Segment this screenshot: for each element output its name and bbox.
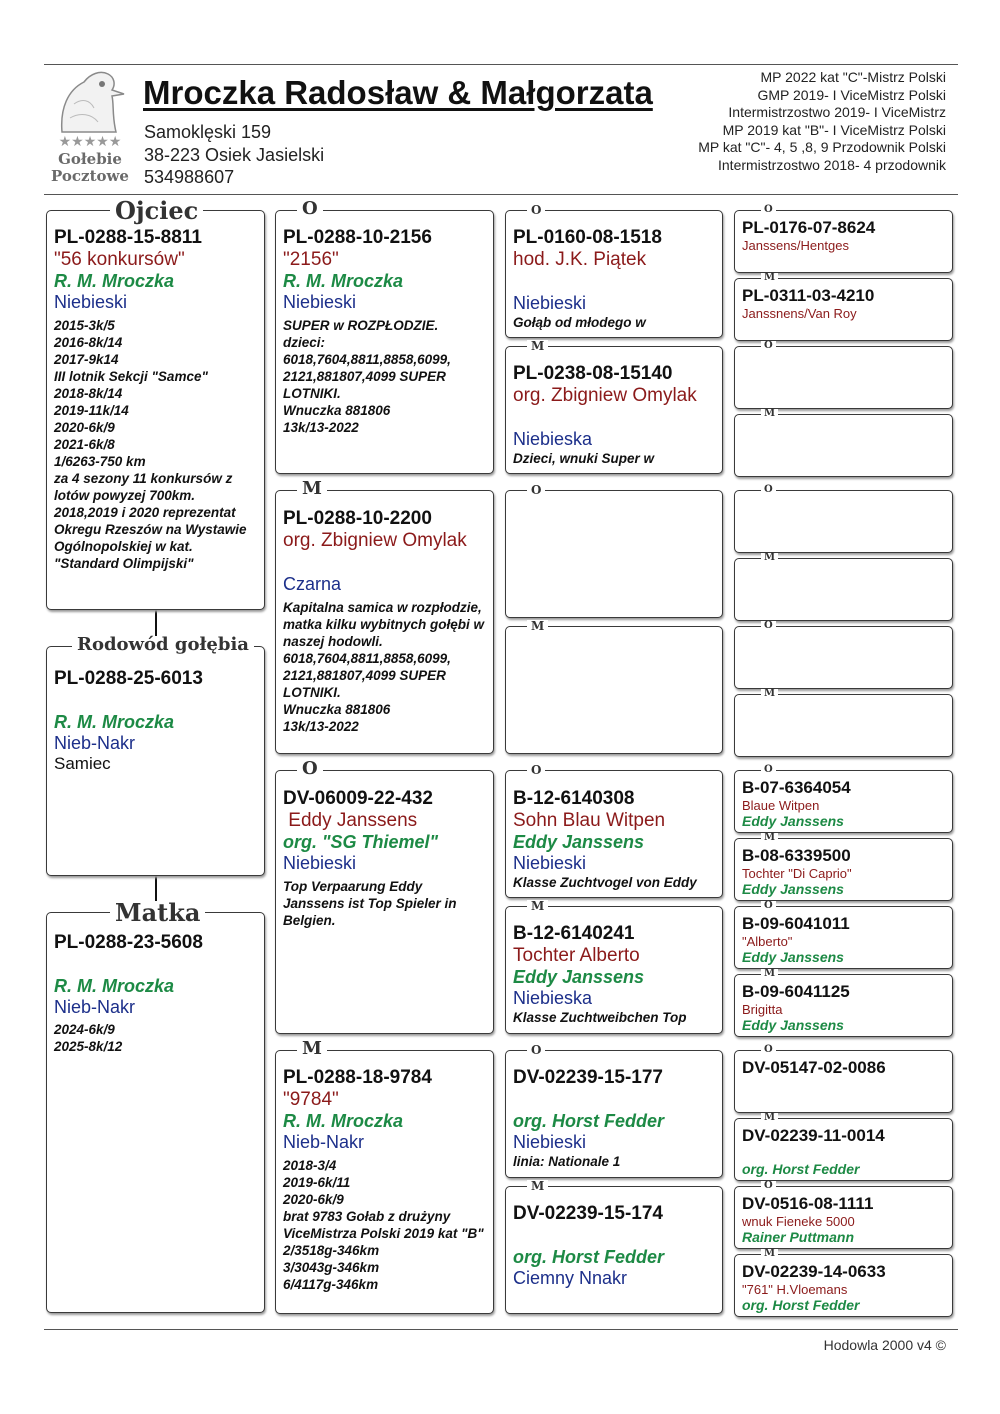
- ring-number: PL-0311-03-4210: [742, 286, 875, 305]
- g4-b1-box-empty[interactable]: [734, 346, 953, 409]
- address-street: Samoklęski 159: [144, 122, 272, 142]
- fmm-box-empty[interactable]: [505, 626, 723, 754]
- breeder: R. M. Mroczka: [54, 271, 175, 291]
- pigeon-name: Eddy Janssens: [283, 810, 418, 831]
- owner-name: Mroczka Radosław & Małgorzata: [143, 74, 653, 111]
- pigeon-color: Niebieska: [513, 988, 593, 1008]
- g4-e1-box[interactable]: [734, 770, 953, 833]
- breeder: Eddy Janssens: [742, 813, 844, 829]
- header-rule: [44, 194, 958, 195]
- g4-a2-box[interactable]: [734, 278, 953, 341]
- achievement-item: GMP 2019- I ViceMistrz Polski: [757, 86, 946, 103]
- ring-number: DV-05147-02-0086: [742, 1058, 886, 1077]
- mm-box[interactable]: [275, 1050, 494, 1314]
- sex-tab-o: O: [761, 341, 776, 351]
- pigeon-name: hod. J.K. Piątek: [513, 249, 647, 270]
- pigeon-color: Niebieski: [283, 292, 357, 312]
- sex-tab-m: M: [761, 273, 778, 283]
- g4-b2-box-empty[interactable]: [734, 414, 953, 477]
- ring-number: PL-0288-23-5608: [54, 932, 203, 953]
- g4-e3-box[interactable]: [734, 906, 953, 969]
- sex-tab-o: O: [761, 1181, 776, 1191]
- pigeon-name: Tochter Alberto: [513, 945, 640, 966]
- sex-tab-m: M: [761, 833, 778, 843]
- ring-number: DV-02239-14-0633: [742, 1262, 886, 1281]
- sex-tab-o: O: [527, 1044, 545, 1056]
- fm-box[interactable]: [275, 490, 494, 754]
- notes: 2015-3k/5 2016-8k/14 2017-9k14 III lotnik Sekcji "Samce" 2018-8k/14 2019-11k/14 2020-6k/9 2021-6k/8 1/6263-750 km za 4 sezony 11 konkursów z lotów powyzej 700km. 2018,2019 i 2020 reprezentat Okregu Rzeszów na Wystawie Ogólnopolskiej w kat. "Standard Olimpijski": [54, 318, 247, 571]
- phone: 534988607: [144, 167, 235, 187]
- notes: 2024-6k/9 2025-8k/12: [54, 1022, 123, 1054]
- mmm-box[interactable]: [505, 1186, 723, 1314]
- breeder: org. Horst Fedder: [742, 1161, 860, 1177]
- pigeon-name: wnuk Fieneke 5000: [742, 1214, 855, 1229]
- pigeon-color: Niebieski: [513, 853, 587, 873]
- g4-e4-box[interactable]: [734, 974, 953, 1037]
- breeder: Rainer Puttmann: [742, 1229, 855, 1245]
- mf-box[interactable]: [275, 770, 494, 1034]
- footer-credit: Hodowla 2000 v4 ©: [823, 1337, 946, 1353]
- pigeon-head-icon: [54, 68, 130, 134]
- pigeon-name: "761" H.Vloemans: [742, 1282, 848, 1297]
- pigeon-name: Brigitta: [742, 1002, 783, 1017]
- mother-tab: Matka: [110, 901, 205, 925]
- sex-tab-o: O: [761, 901, 776, 911]
- address-city: 38-223 Osiek Jasielski: [144, 145, 325, 165]
- sex-tab-o: O: [527, 484, 545, 496]
- ring-number: PL-0288-10-2200: [283, 508, 432, 529]
- breeder: Eddy Janssens: [742, 881, 844, 897]
- subject-box[interactable]: [46, 646, 265, 876]
- sex-tab-m: M: [527, 620, 548, 632]
- notes: SUPER w ROZPŁODZIE. dzieci: 6018,7604,8811,8858,6099, 2121,881807,4099 SUPER LOTNIKI. Wnuczka 881806 13k/13-2022: [283, 318, 451, 435]
- ring-number: DV-06009-22-432: [283, 788, 433, 809]
- breeder: Eddy Janssens: [742, 949, 844, 965]
- pigeon-name: "9784": [283, 1089, 339, 1110]
- mfm-box[interactable]: [505, 906, 723, 1034]
- sex-tab-o: O: [761, 1045, 776, 1055]
- g4-f4-box[interactable]: [734, 1254, 953, 1317]
- achievement-item: MP 2022 kat "C"-Mistrz Polski: [760, 69, 946, 85]
- notes: linia: Nationale 1: [513, 1154, 621, 1169]
- sex-tab-m: M: [761, 689, 778, 699]
- g4-f1-box[interactable]: [734, 1050, 953, 1113]
- breeder: R. M. Mroczka: [54, 976, 175, 996]
- pigeon-name: org. Zbigniew Omylak: [513, 385, 697, 406]
- ring-number: B-09-6041011: [742, 914, 850, 933]
- pigeon-name: Janssens/Hentges: [742, 238, 849, 253]
- sex-tab-m: M: [761, 1249, 778, 1259]
- ring-number: PL-0238-08-15140: [513, 363, 673, 384]
- ring-number: PL-0176-07-8624: [742, 218, 876, 237]
- logo-text-line1: Gołebie: [58, 150, 122, 168]
- breeder: org. Horst Fedder: [742, 1297, 860, 1313]
- g4-a1-box[interactable]: [734, 210, 953, 273]
- achievement-item: Intermistrzostwo 2018- 4 przodownik: [718, 156, 946, 173]
- g4-f2-box[interactable]: [734, 1118, 953, 1181]
- breeder: org. Horst Fedder: [513, 1111, 665, 1131]
- notes: Top Verpaarung Eddy Janssens ist Top Spieler in Belgien.: [283, 879, 457, 928]
- father-tab: Ojciec: [110, 199, 203, 223]
- ring-number: B-07-6364054: [742, 778, 851, 797]
- mother-box[interactable]: [46, 912, 265, 1313]
- breeder: R. M. Mroczka: [283, 1111, 404, 1131]
- ring-number: PL-0288-18-9784: [283, 1067, 432, 1088]
- sex-tab-m: M: [761, 409, 778, 419]
- achievement-item: MP kat "C"- 4, 5 ,8, 9 Przodownik Polski: [698, 139, 946, 156]
- g4-d2-box-empty[interactable]: [734, 694, 953, 757]
- g4-f3-box[interactable]: [734, 1186, 953, 1249]
- pigeon-color: Nieb-Nakr: [283, 1132, 365, 1152]
- breeder: R. M. Mroczka: [283, 271, 404, 291]
- pigeon-color: Ciemny Nnakr: [513, 1268, 628, 1288]
- sex-tab-o: O: [297, 200, 323, 218]
- mmf-box[interactable]: [505, 1050, 723, 1178]
- sex-tab-m: M: [297, 480, 327, 498]
- ring-number: B-09-6041125: [742, 982, 850, 1001]
- pigeon-color: Niebieski: [283, 853, 357, 873]
- ring-number: PL-0288-15-8811: [54, 227, 202, 248]
- ring-number: DV-0516-08-1111: [742, 1194, 874, 1213]
- pigeon-name: org. Zbigniew Omylak: [283, 530, 467, 551]
- sex-tab-m: M: [527, 340, 548, 352]
- sex-tab-o: O: [297, 760, 323, 778]
- ring-number: PL-0288-10-2156: [283, 227, 432, 248]
- footer-rule: [44, 1329, 958, 1330]
- pigeon-name: Sohn Blau Witpen: [513, 810, 666, 831]
- ring-number: B-12-6140308: [513, 788, 635, 809]
- pigeon-color: Niebieski: [513, 293, 587, 313]
- sex-tab-m: M: [527, 1180, 548, 1192]
- breeder: org. "SG Thiemel": [283, 832, 439, 852]
- logo: [44, 68, 136, 186]
- pigeon-sex: Samiec: [54, 754, 111, 773]
- top-rule: [44, 64, 958, 65]
- pedigree-tab: Rodowód gołębia: [72, 636, 254, 654]
- breeder: Eddy Janssens: [742, 1017, 844, 1033]
- pigeon-name: Janssnens/Van Roy: [742, 306, 857, 321]
- pigeon-name: "Alberto": [742, 934, 793, 949]
- ring-number: DV-02239-11-0014: [742, 1126, 885, 1145]
- pigeon-color: Nieb-Nakr: [54, 733, 136, 753]
- sex-tab-o: O: [761, 205, 776, 215]
- ring-number: B-12-6140241: [513, 923, 635, 944]
- sex-tab-o: O: [527, 764, 545, 776]
- fmf-box-empty[interactable]: [505, 490, 723, 618]
- pigeon-name: Tochter "Di Caprio": [742, 866, 852, 881]
- breeder: Eddy Janssens: [513, 832, 645, 852]
- g4-d1-box-empty[interactable]: [734, 626, 953, 689]
- sex-tab-o: O: [761, 485, 776, 495]
- mff-box[interactable]: [505, 770, 723, 898]
- sex-tab-m: M: [297, 1040, 327, 1058]
- pigeon-color: Czarna: [283, 574, 342, 594]
- pigeon-color: Niebieski: [54, 292, 128, 312]
- pigeon-name: "56 konkursów": [54, 249, 185, 270]
- ring-number: PL-0288-25-6013: [54, 668, 203, 689]
- achievements-list: [698, 69, 946, 175]
- sex-tab-o: O: [761, 621, 776, 631]
- sex-tab-m: M: [761, 1113, 778, 1123]
- g4-c2-box-empty[interactable]: [734, 558, 953, 621]
- ring-number: DV-02239-15-177: [513, 1067, 663, 1088]
- breeder: R. M. Mroczka: [54, 712, 175, 732]
- pigeon-color: Niebieski: [513, 1132, 587, 1152]
- fff-box[interactable]: [505, 210, 723, 338]
- achievement-item: Intermistrzostwo 2019- I ViceMistrz: [728, 104, 946, 121]
- notes: Kapitalna samica w rozpłodzie, matka kilku wybitnych gołębi w naszej hodowli. 6018,7604,8811,8858,6099, 2121,881807,4099 SUPER LOTNIKI. Wnuczka 881806 13k/13-2022: [283, 600, 485, 734]
- sex-tab-m: M: [527, 900, 548, 912]
- stars-icon: ★★★★★: [58, 134, 122, 150]
- ff-box[interactable]: [275, 210, 494, 474]
- ffm-box[interactable]: [505, 346, 723, 474]
- notes: 2018-3/4 2019-6k/11 2020-6k/9 brat 9783 Gołab z drużyny ViceMistrza Polski 2019 kat "B" 2/3518g-346km 3/3043g-346km 6/4117g-346km: [283, 1158, 484, 1292]
- pigeon-color: Nieb-Nakr: [54, 997, 136, 1017]
- g4-e2-box[interactable]: [734, 838, 953, 901]
- ring-number: PL-0160-08-1518: [513, 227, 662, 248]
- sex-tab-m: M: [761, 553, 778, 563]
- breeder: Eddy Janssens: [513, 967, 645, 987]
- notes: Gołąb od młodego w: [513, 315, 646, 330]
- notes: Dzieci, wnuki Super w: [513, 451, 655, 466]
- pigeon-color: Niebieska: [513, 429, 593, 449]
- sex-tab-o: O: [761, 765, 776, 775]
- sex-tab-m: M: [761, 969, 778, 979]
- pigeon-name: "2156": [283, 249, 339, 270]
- logo-text-line2: Pocztowe: [51, 167, 129, 185]
- ring-number: B-08-6339500: [742, 846, 851, 865]
- notes: Klasse Zuchtvogel von Eddy: [513, 875, 697, 890]
- g4-c1-box-empty[interactable]: [734, 490, 953, 553]
- breeder: org. Horst Fedder: [513, 1247, 665, 1267]
- father-box[interactable]: [46, 210, 265, 610]
- notes: Klasse Zuchtweibchen Top: [513, 1010, 687, 1025]
- ring-number: DV-02239-15-174: [513, 1203, 663, 1224]
- sex-tab-o: O: [527, 204, 545, 216]
- achievement-item: MP 2019 kat "B"- I ViceMistrz Polski: [722, 121, 946, 138]
- pigeon-name: Blaue Witpen: [742, 798, 820, 813]
